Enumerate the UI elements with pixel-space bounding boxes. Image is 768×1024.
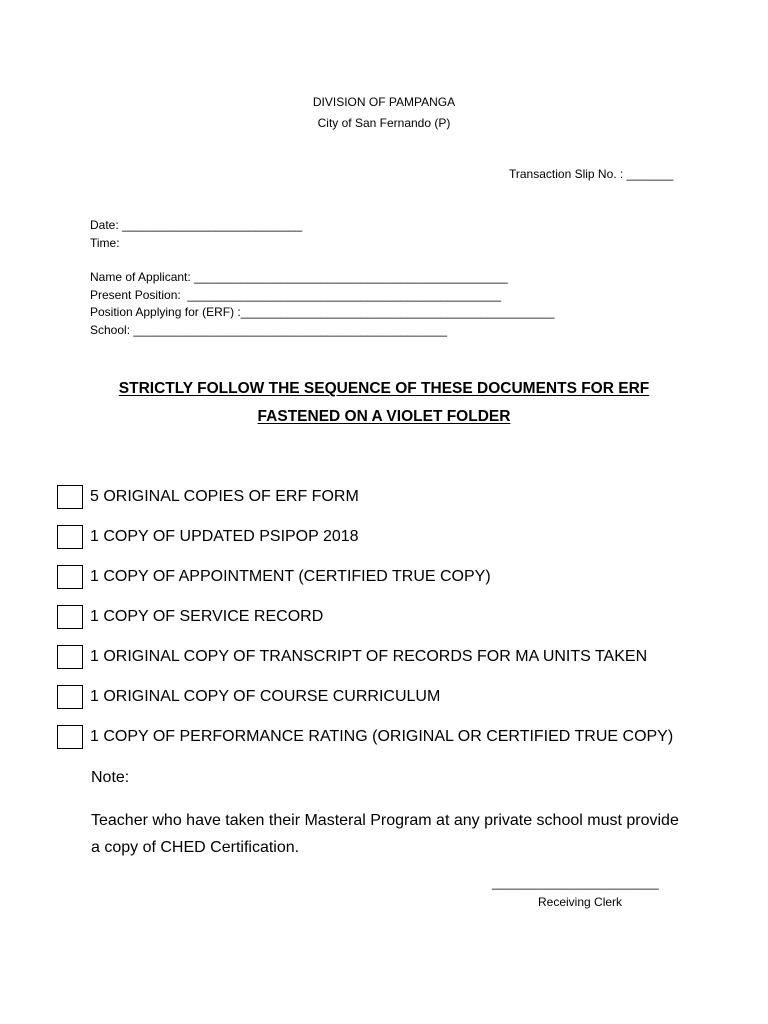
- checkbox[interactable]: [57, 605, 83, 629]
- checklist-item[interactable]: [57, 484, 359, 510]
- checkbox[interactable]: [57, 525, 83, 549]
- checklist-item[interactable]: [57, 684, 440, 710]
- checklist-item-label: 1 COPY OF PERFORMANCE RATING (ORIGINAL OR CERTIFIED TRUE COPY): [90, 728, 674, 745]
- checklist-item[interactable]: [57, 644, 647, 670]
- note-label: Note:: [91, 769, 130, 786]
- checklist-item-label: 1 ORIGINAL COPY OF TRANSCRIPT OF RECORDS FOR MA UNITS TAKEN: [90, 648, 648, 665]
- school-field: School: _______________________________________________: [90, 323, 448, 337]
- checklist-item-label: 1 COPY OF UPDATED PSIPOP 2018: [90, 528, 359, 545]
- checkbox[interactable]: [57, 565, 83, 589]
- position-applying-field: Position Applying for (ERF) :_______________________________________________: [90, 305, 555, 319]
- checklist-item[interactable]: [57, 604, 323, 630]
- applicant-name-field: Name of Applicant: _______________________________________________: [90, 270, 508, 284]
- checklist-item-label: 1 COPY OF SERVICE RECORD: [90, 608, 324, 625]
- checkbox[interactable]: [57, 645, 83, 669]
- checkbox[interactable]: [57, 685, 83, 709]
- signature-line: _________________________: [492, 876, 659, 890]
- city-subtitle: City of San Fernando (P): [317, 116, 451, 130]
- checklist-item-label: 5 ORIGINAL COPIES OF ERF FORM: [90, 488, 359, 505]
- time-field: Time:: [90, 236, 120, 250]
- receiving-clerk-label: Receiving Clerk: [538, 895, 623, 909]
- transaction-slip-label: Transaction Slip No. : _______: [509, 167, 674, 181]
- checkbox[interactable]: [57, 725, 83, 749]
- checklist-item[interactable]: [57, 524, 359, 550]
- date-field: Date: ___________________________: [90, 218, 303, 232]
- checklist-item[interactable]: [57, 724, 673, 750]
- present-position-field: Present Position: _______________________________________________: [90, 288, 502, 302]
- checklist-item[interactable]: [57, 564, 491, 590]
- checklist-item-label: 1 COPY OF APPOINTMENT (CERTIFIED TRUE COPY): [90, 568, 491, 585]
- instruction-heading-line1: STRICTLY FOLLOW THE SEQUENCE OF THESE DOCUMENTS FOR ERF: [118, 380, 650, 397]
- note-text: Teacher who have taken their Masteral Program at any private school must provide a copy of CHED Certification.: [91, 812, 679, 856]
- checkbox[interactable]: [57, 485, 83, 509]
- division-title: DIVISION OF PAMPANGA: [312, 95, 456, 109]
- checklist-item-label: 1 ORIGINAL COPY OF COURSE CURRICULUM: [90, 688, 441, 705]
- instruction-heading-line2: FASTENED ON A VIOLET FOLDER: [257, 408, 511, 425]
